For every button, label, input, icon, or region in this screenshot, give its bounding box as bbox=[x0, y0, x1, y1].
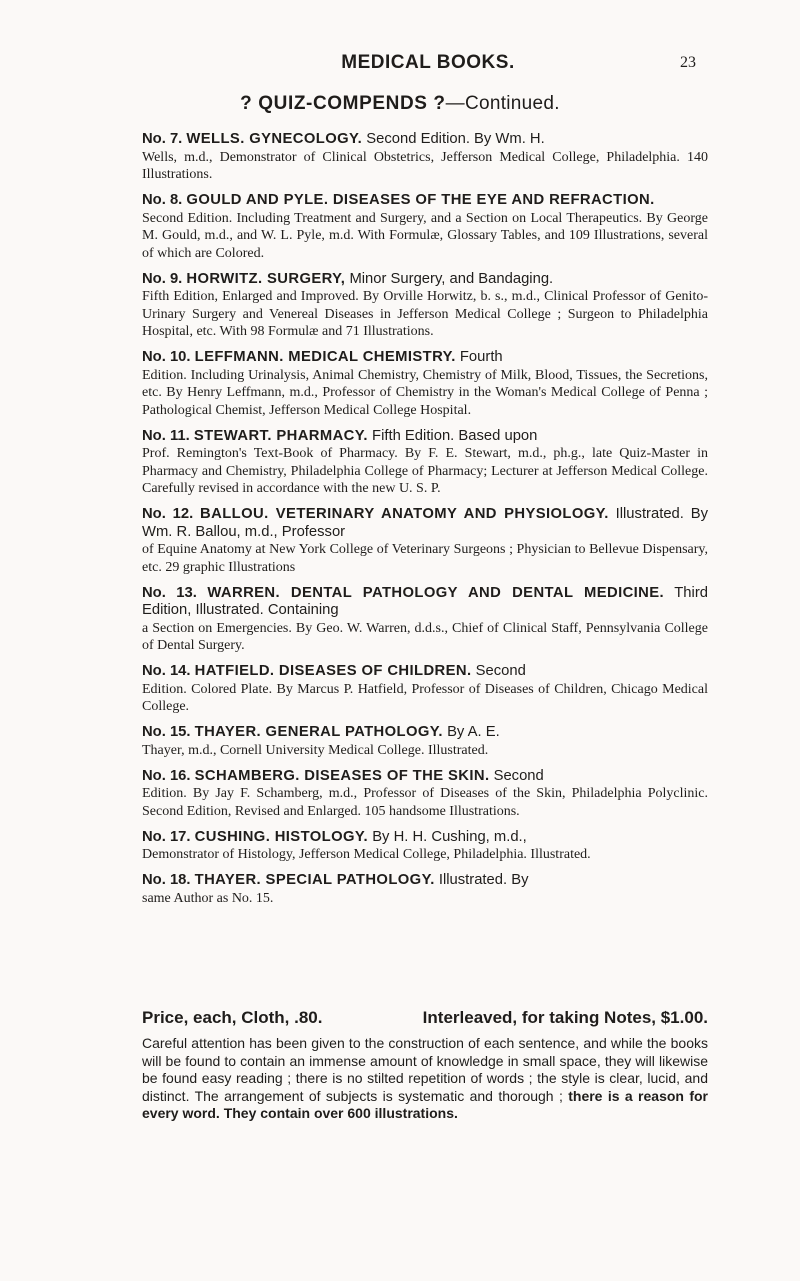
entry-number: No. 16. bbox=[142, 767, 191, 784]
closing-text: Careful attention has been given to the construction of each sentence, and while the books will be found to contain an immense amount of knowledge in small space, they will likewise be found easy reading ; there is no stilted repetition of words ; the style is clear, lucid, and distinct. The arrangement of subjects is systematic and thorough ; bbox=[142, 1035, 708, 1104]
entry-title: BALLOU. VETERINARY ANATOMY AND PHYSIOLOGY. bbox=[200, 506, 609, 522]
entry-intro: Fourth bbox=[459, 349, 503, 365]
entry-title: WARREN. DENTAL PATHOLOGY AND DENTAL MEDICINE. bbox=[207, 584, 665, 601]
entry-title: LEFFMANN. MEDICAL CHEMISTRY. bbox=[194, 349, 456, 365]
entry-intro: By H. H. Cushing, m.d., bbox=[372, 828, 527, 845]
entry-description: Prof. Remington's Text-Book of Pharmacy. By F. E. Stewart, m.d., ph.g., late Quiz-Master in Pharmacy and Chemistry, Philadelphia College of Pharmacy; Lecturer at Jefferson Medical College. Carefully revised in accordance with the new U. S. P. bbox=[142, 446, 708, 496]
price-line bbox=[142, 1008, 708, 1028]
page-number: 23 bbox=[680, 54, 696, 71]
book-entry bbox=[142, 829, 708, 864]
book-entry bbox=[142, 192, 708, 262]
entry-intro: Second bbox=[475, 663, 526, 679]
closing-emphasis: there is a reason for every word. They contain over 600 illustrations. bbox=[142, 1087, 708, 1121]
price-cloth: Price, each, Cloth, .80. bbox=[142, 1008, 323, 1027]
entry-number: No. 15. bbox=[142, 724, 191, 740]
entry-intro: By A. E. bbox=[447, 724, 500, 740]
entry-title: SCHAMBERG. DISEASES OF THE SKIN. bbox=[194, 767, 490, 784]
entry-description: Edition. Including Urinalysis, Animal Chemistry, Chemistry of Milk, Blood, Tissues, the Secretions, etc. By Henry Leffmann, m.d., Professor of Chemistry in the Woman's Medical College of Penna ; Pathological Chemist, Jefferson Medical College Hospital. bbox=[142, 367, 708, 418]
entry-description: Wells, m.d., Demonstrator of Clinical Obstetrics, Jefferson Medical College, Philadelphia. 140 Illustrations. bbox=[142, 149, 708, 182]
entry-description: Edition. Colored Plate. By Marcus P. Hatfield, Professor of Diseases of Children, Chicago Medical College. bbox=[142, 681, 708, 714]
running-head: MEDICAL BOOKS. bbox=[341, 52, 515, 73]
book-entry bbox=[142, 349, 708, 419]
entry-intro: Second Edition. By Wm. H. bbox=[366, 131, 545, 147]
entry-number: No. 12. bbox=[142, 506, 194, 522]
entry-title: CUSHING. HISTOLOGY. bbox=[194, 828, 369, 845]
entry-description: Fifth Edition, Enlarged and Improved. By Orville Horwitz, b. s., m.d., Clinical Professor of Genito-Urinary Surgery and Venereal Diseases in Jefferson Medical College ; Surgeon to Philadelphia Hospital, etc. With 98 Formulæ and 71 Illustrations. bbox=[142, 289, 708, 339]
section-title-main: ? QUIZ-COMPENDS ? bbox=[240, 93, 446, 114]
entry-intro: Second bbox=[493, 767, 544, 784]
entry-title: THAYER. GENERAL PATHOLOGY. bbox=[194, 724, 443, 740]
book-entry bbox=[142, 724, 708, 759]
entry-description: of Equine Anatomy at New York College of Veterinary Surgeons ; Physician to Bellevue Dispensary, etc. 29 graphic Illustrations bbox=[142, 542, 708, 575]
entry-number: No. 7. bbox=[142, 131, 183, 147]
book-entry bbox=[142, 271, 708, 341]
price-interleaved: Interleaved, for taking Notes, $1.00. bbox=[422, 1008, 708, 1027]
entry-description: Thayer, m.d., Cornell University Medical College. Illustrated. bbox=[142, 742, 489, 758]
entry-title: THAYER. SPECIAL PATHOLOGY. bbox=[194, 872, 435, 888]
entry-intro: Minor Surgery, and Bandaging. bbox=[349, 270, 554, 287]
entry-title: HATFIELD. DISEASES OF CHILDREN. bbox=[194, 663, 472, 679]
entry-number: No. 10. bbox=[142, 349, 191, 365]
entry-description: Edition. By Jay F. Schamberg, m.d., Professor of Diseases of the Skin, Philadelphia Polyclinic. Second Edition, Revised and Enlarged. 105 handsome Illustrations. bbox=[142, 786, 708, 819]
book-entry bbox=[142, 506, 708, 576]
entry-number: No. 11. bbox=[142, 427, 190, 444]
entry-number: No. 18. bbox=[142, 872, 191, 888]
book-entry bbox=[142, 428, 708, 498]
section-title bbox=[0, 93, 800, 115]
entry-title: WELLS. GYNECOLOGY. bbox=[186, 131, 363, 147]
entry-title: GOULD AND PYLE. DISEASES OF THE EYE AND REFRACTION. bbox=[186, 192, 655, 208]
entry-description: same Author as No. 15. bbox=[142, 890, 274, 906]
book-entry bbox=[142, 768, 708, 821]
book-entry bbox=[142, 872, 708, 907]
entry-intro: Fifth Edition. Based upon bbox=[372, 427, 538, 444]
entry-title: HORWITZ. SURGERY, bbox=[186, 270, 346, 287]
book-entry bbox=[142, 585, 708, 655]
section-title-continued: —Continued. bbox=[445, 93, 560, 114]
entry-title: STEWART. PHARMACY. bbox=[193, 427, 368, 444]
entry-number: No. 9. bbox=[142, 270, 183, 287]
book-entry bbox=[142, 663, 708, 716]
entry-intro: Illustrated. By Wm. R. Ballou, m.d., Professor bbox=[142, 506, 708, 540]
entry-number: No. 17. bbox=[142, 828, 191, 845]
entry-number: No. 14. bbox=[142, 663, 191, 679]
book-entry bbox=[142, 131, 708, 184]
entry-description: a Section on Emergencies. By Geo. W. Warren, d.d.s., Chief of Clinical Staff, Pennsylvania College of Dental Surgery. bbox=[142, 620, 708, 653]
entry-intro: Illustrated. By bbox=[438, 872, 529, 888]
closing-paragraph bbox=[142, 1035, 708, 1123]
entry-intro: Third Edition, Illustrated. Containing bbox=[142, 584, 708, 618]
entry-number: No. 13. bbox=[142, 584, 197, 601]
entry-description: Demonstrator of Histology, Jefferson Medical College, Philadelphia. Illustrated. bbox=[142, 847, 591, 862]
entry-description: Second Edition. Including Treatment and Surgery, and a Section on Local Therapeutics. By George M. Gould, m.d., and W. L. Pyle, m.d. With Formulæ, Glossary Tables, and 109 Illustrations, several of which are Colored. bbox=[142, 210, 708, 261]
entry-number: No. 8. bbox=[142, 192, 183, 208]
book-list bbox=[142, 131, 708, 916]
